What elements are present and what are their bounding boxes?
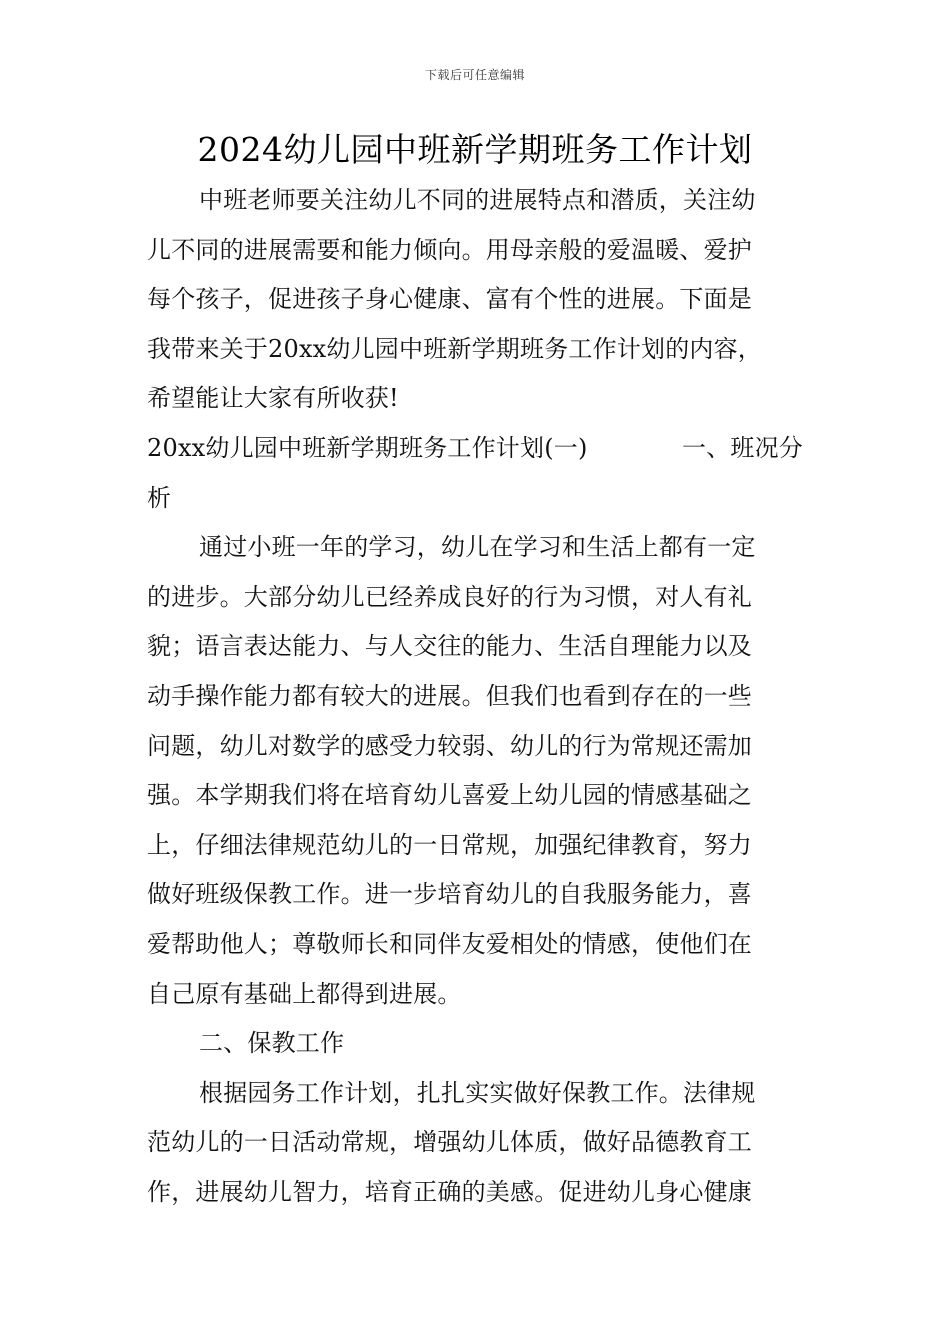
- paragraph-line: 希望能让大家有所收获!: [147, 384, 399, 413]
- paragraph-line: 做好班级保教工作。进一步培育幼儿的自我服务能力，喜: [147, 880, 752, 909]
- paragraph-line: 范幼儿的一日活动常规，增强幼儿体质，做好品德教育工: [147, 1128, 752, 1157]
- section1-heading-wrap: 析: [147, 483, 172, 512]
- paragraph-line: 作，进展幼儿智力，培育正确的美感。促进幼儿身心健康: [147, 1177, 752, 1206]
- paragraph-line: 问题，幼儿对数学的感受力较弱、幼儿的行为常规还需加: [147, 731, 752, 760]
- paragraph-line: 每个孩子，促进孩子身心健康、富有个性的进展。下面是: [147, 285, 752, 314]
- paragraph-line: 根据园务工作计划，扎扎实实做好保教工作。法律规: [199, 1078, 756, 1107]
- header-note: 下载后可任意编辑: [424, 68, 525, 82]
- paragraph-line: 爱帮助他人；尊敬师长和同伴友爱相处的情感，使他们在: [147, 929, 752, 958]
- paragraph-line: 通过小班一年的学习，幼儿在学习和生活上都有一定: [199, 533, 756, 562]
- paragraph-line: 的进步。大部分幼儿已经养成良好的行为习惯，对人有礼: [147, 582, 752, 611]
- paragraph-line: 上，仔细法律规范幼儿的一日常规，加强纪律教育，努力: [147, 830, 752, 859]
- document-title: 2024幼儿园中班新学期班务工作计划: [197, 130, 753, 169]
- plan-heading: [147, 424, 805, 474]
- paragraph-line: 儿不同的进展需要和能力倾向。用母亲般的爱温暖、爱护: [147, 235, 752, 264]
- document-body: [147, 176, 805, 1217]
- section2-heading: 二、保教工作: [199, 1029, 345, 1058]
- paragraph-line: 我带来关于20xx幼儿园中班新学期班务工作计划的内容，: [147, 334, 763, 363]
- paragraph-line: 动手操作能力都有较大的进展。但我们也看到存在的一些: [147, 681, 752, 710]
- section1-heading: 一、班况分: [682, 433, 803, 462]
- paragraph-line: 强。本学期我们将在培育幼儿喜爱上幼儿园的情感基础之: [147, 781, 752, 810]
- paragraph-line: 自己原有基础上都得到进展。: [147, 979, 462, 1008]
- plan-heading-title: 20xx幼儿园中班新学期班务工作计划(一): [147, 433, 588, 462]
- paragraph-line: 貌；语言表达能力、与人交往的能力、生活自理能力以及: [147, 632, 752, 661]
- paragraph-line: 中班老师要关注幼儿不同的进展特点和潜质，关注幼: [199, 186, 756, 214]
